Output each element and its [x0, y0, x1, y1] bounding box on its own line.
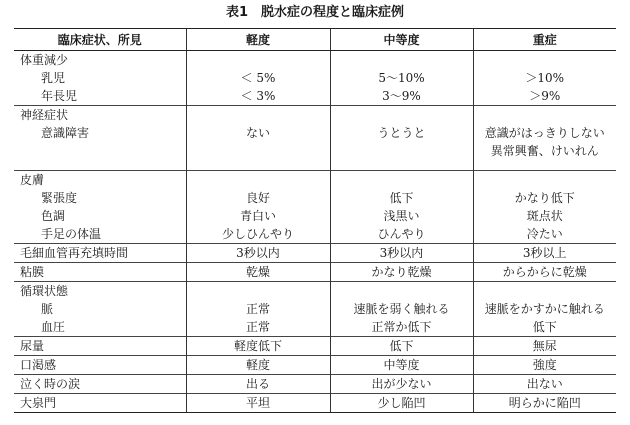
cell-mild: 軽度 [186, 356, 330, 375]
row-label: 尿量 [14, 337, 186, 356]
cell-moderate: うとうと [330, 124, 473, 142]
cell-moderate: かなり乾燥 [330, 263, 473, 282]
cell-mild: 乾燥 [186, 263, 330, 282]
table-row [14, 171, 616, 190]
cell-moderate: 出が少ない [330, 375, 473, 394]
table-row [14, 375, 616, 394]
cell-mild: 出る [186, 375, 330, 394]
row-label: 粘膜 [14, 263, 186, 282]
row-label: 皮膚 [14, 171, 186, 190]
row-label: 体重減少 [20, 53, 69, 67]
cell-severe: ＞9% [473, 87, 616, 106]
table-row [14, 394, 616, 413]
table-title: 表1 脱水症の程度と臨床症例 [225, 5, 405, 20]
table-row [14, 207, 616, 225]
row-label: 脈 [41, 302, 54, 316]
row-label: 毛細血管再充填時間 [14, 244, 186, 263]
cell-severe: 斑点状 [473, 207, 616, 225]
cell-mild: ＜ 5% [186, 69, 330, 87]
cell-mild: 軽度低下 [186, 337, 330, 356]
cell-severe: 意識がはっきりしない [473, 124, 616, 142]
row-label: 意識障害 [41, 126, 90, 140]
cell-mild: 少しひんやり [186, 225, 330, 244]
cell-severe: 出ない [473, 375, 616, 394]
cell-severe: からからに乾燥 [473, 263, 616, 282]
cell-mild: 正常 [186, 318, 330, 337]
cell-moderate: 少し陥凹 [330, 394, 473, 413]
table-row [14, 51, 616, 70]
table-row [14, 142, 616, 160]
cell-severe: ＞10% [473, 69, 616, 87]
cell-severe: 冷たい [473, 225, 616, 244]
row-label: 大泉門 [14, 394, 186, 413]
cell-moderate: 3秒以内 [330, 244, 473, 263]
row-label: 年長児 [41, 89, 78, 103]
cell-mild: 青白い [186, 207, 330, 225]
row-label: 循環状態 [14, 282, 186, 301]
table-row [14, 87, 616, 106]
row-label: 血圧 [41, 320, 66, 334]
table-row [14, 106, 616, 125]
cell-severe: 低下 [473, 318, 616, 337]
table-row [14, 282, 616, 301]
cell-severe: かなり低下 [473, 189, 616, 207]
cell-severe: 明らかに陥凹 [473, 394, 616, 413]
cell-mild: ない [186, 124, 330, 142]
row-label: 口渇感 [14, 356, 186, 375]
table-row [14, 244, 616, 263]
header-row [14, 29, 616, 51]
table-row [14, 300, 616, 318]
cell-severe: 異常興奮、けいれん [473, 142, 616, 160]
cell-moderate: 5〜10% [330, 69, 473, 87]
cell-severe: 無尿 [473, 337, 616, 356]
row-label: 緊張度 [41, 191, 78, 205]
cell-moderate: 速脈を弱く触れる [330, 300, 473, 318]
cell-severe: 3秒以上 [473, 244, 616, 263]
table-row [14, 263, 616, 282]
table-row [14, 356, 616, 375]
header-symptom: 臨床症状、所見 [14, 29, 186, 51]
table-row [14, 318, 616, 337]
cell-moderate: 正常か低下 [330, 318, 473, 337]
row-label: 色調 [41, 209, 66, 223]
table-row [14, 189, 616, 207]
cell-mild: ＜ 3% [186, 87, 330, 106]
cell-moderate: ひんやり [330, 225, 473, 244]
cell-moderate: 中等度 [330, 356, 473, 375]
cell-mild: 良好 [186, 189, 330, 207]
header-mild: 軽度 [186, 29, 330, 51]
cell-moderate: 浅黒い [330, 207, 473, 225]
header-moderate: 中等度 [330, 29, 473, 51]
row-label: 神経症状 [14, 106, 186, 125]
cell-mild: 正常 [186, 300, 330, 318]
row-label: 手足の体温 [41, 227, 102, 241]
row-label: 泣く時の涙 [14, 375, 186, 394]
header-severe: 重症 [473, 29, 616, 51]
cell-mild: 平坦 [186, 394, 330, 413]
table-row [14, 225, 616, 244]
table-row [14, 69, 616, 87]
cell-severe: 強度 [473, 356, 616, 375]
cell-moderate: 3〜9% [330, 87, 473, 106]
cell-moderate: 低下 [330, 189, 473, 207]
cell-mild: 3秒以内 [186, 244, 330, 263]
table-row [14, 337, 616, 356]
cell-severe: 速脈をかすかに触れる [473, 300, 616, 318]
cell-moderate: 低下 [330, 337, 473, 356]
dehydration-table [14, 28, 616, 413]
row-label: 乳児 [41, 71, 66, 85]
table-row [14, 124, 616, 142]
